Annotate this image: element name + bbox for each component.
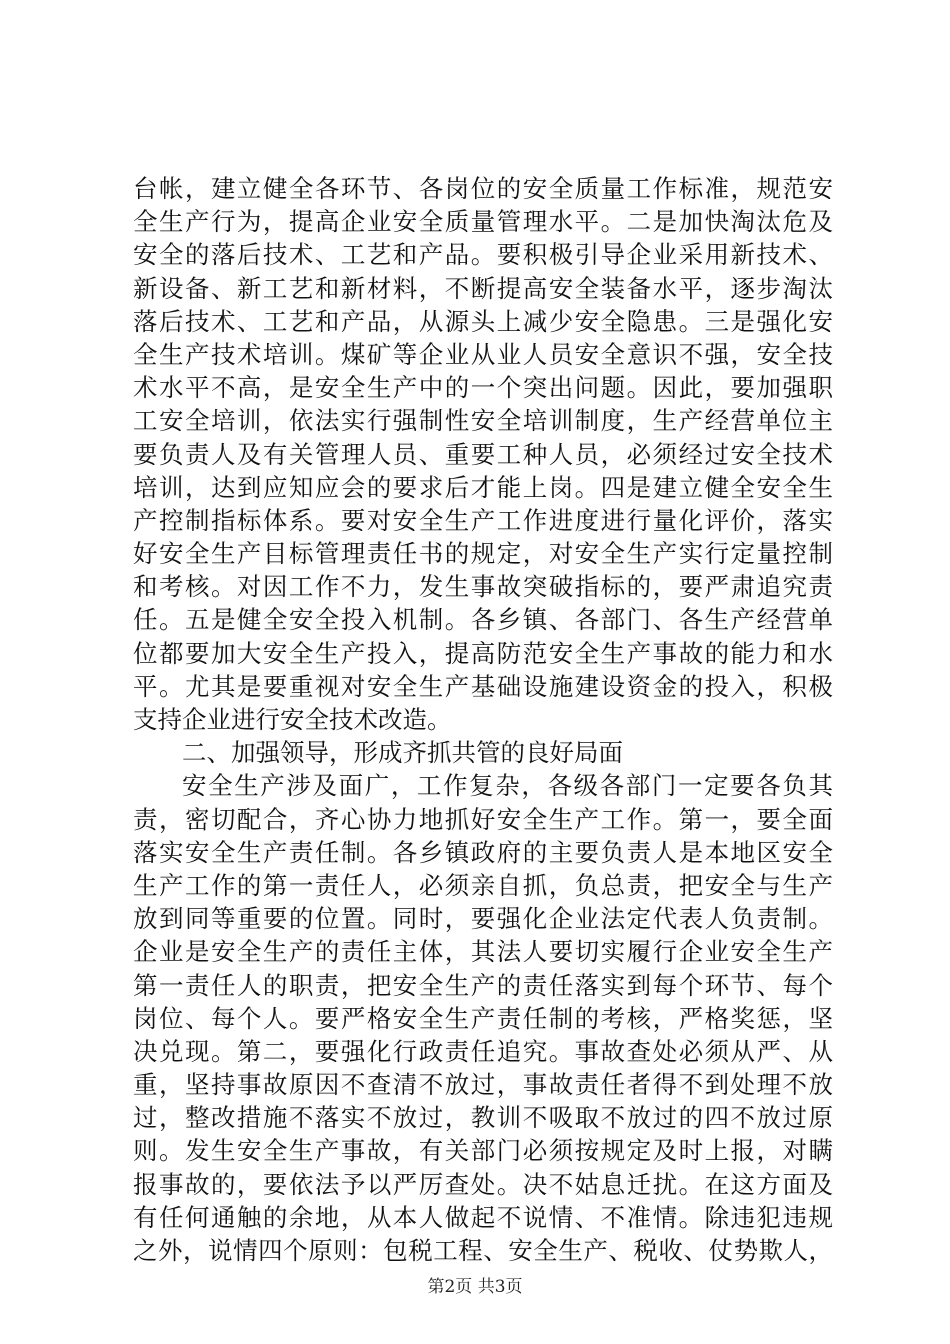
text-line: 第一责任人的职责，把安全生产的责任落实到每个环节、每个 (133, 970, 833, 1000)
text-line: 任。五是健全安全投入机制。各乡镇、各部门、各生产经营单 (133, 605, 833, 635)
text-line: 和考核。对因工作不力，发生事故突破指标的，要严肃追究责 (133, 572, 833, 602)
text-line: 决兑现。第二，要强化行政责任追究。事故查处必须从严、从 (133, 1036, 833, 1066)
text-line: 培训，达到应知应会的要求后才能上岗。四是建立健全安全生 (133, 472, 833, 502)
text-line: 责，密切配合，齐心协力地抓好安全生产工作。第一，要全面 (133, 804, 833, 834)
text-line: 企业是安全生产的责任主体，其法人要切实履行企业安全生产 (133, 937, 833, 967)
text-line: 放到同等重要的位置。同时，要强化企业法定代表人负责制。 (133, 904, 833, 934)
text-line: 有任何通触的余地，从本人做起不说情、不准情。除违犯违规 (133, 1202, 833, 1232)
text-line: 报事故的，要依法予以严厉查处。决不姑息迁扰。在这方面及 (133, 1169, 833, 1199)
text-line: 支持企业进行安全技术改造。 (133, 705, 452, 734)
text-line: 安全的落后技术、工艺和产品。要积极引导企业采用新技术、 (133, 240, 833, 270)
text-line: 生产工作的第一责任人，必须亲自抓，负总责，把安全与生产 (133, 870, 833, 900)
paragraph-first-line: 安全生产涉及面广，工作复杂，各级各部门一定要各负其 (182, 771, 833, 801)
page-number-footer: 第2页 共3页 (427, 1277, 523, 1297)
document-body (133, 172, 833, 1267)
text-line: 落实安全生产责任制。各乡镇政府的主要负责人是本地区安全 (133, 837, 833, 867)
text-line: 术水平不高，是安全生产中的一个突出问题。因此，要加强职 (133, 373, 833, 403)
text-line: 落后技术、工艺和产品，从源头上减少安全隐患。三是强化安 (133, 306, 833, 336)
text-line: 重，坚持事故原因不查清不放过，事故责任者得不到处理不放 (133, 1070, 833, 1100)
text-line: 台帐，建立健全各环节、各岗位的安全质量工作标准，规范安 (133, 174, 833, 203)
text-line: 要负责人及有关管理人员、重要工种人员，必须经过安全技术 (133, 439, 833, 469)
text-line: 全生产行为，提高企业安全质量管理水平。二是加快淘汰危及 (133, 207, 833, 237)
text-line: 产控制指标体系。要对安全生产工作进度进行量化评价，落实 (133, 505, 833, 535)
text-line: 全生产技术培训。煤矿等企业从业人员安全意识不强，安全技 (133, 339, 833, 369)
text-line: 岗位、每个人。要严格安全生产责任制的考核，严格奖惩，坚 (133, 1003, 833, 1033)
section-heading: 二、加强领导，形成齐抓共管的良好局面 (182, 738, 623, 768)
text-line: 之外，说情四个原则：包税工程、安全生产、税收、仗势欺人， (133, 1236, 833, 1265)
text-line: 位都要加大安全生产投入，提高防范安全生产事故的能力和水 (133, 638, 833, 668)
text-line: 平。尤其是要重视对安全生产基础设施建设资金的投入，积极 (133, 671, 833, 701)
text-line: 新设备、新工艺和新材料，不断提高安全装备水平，逐步淘汰 (133, 273, 833, 303)
text-line: 工安全培训，依法实行强制性安全培训制度，生产经营单位主 (133, 406, 833, 436)
text-line: 好安全生产目标管理责任书的规定，对安全生产实行定量控制 (133, 539, 833, 569)
text-line: 则。发生安全生产事故，有关部门必须按规定及时上报，对瞒 (133, 1136, 833, 1166)
text-line: 过，整改措施不落实不放过，教训不吸取不放过的四不放过原 (133, 1103, 833, 1133)
